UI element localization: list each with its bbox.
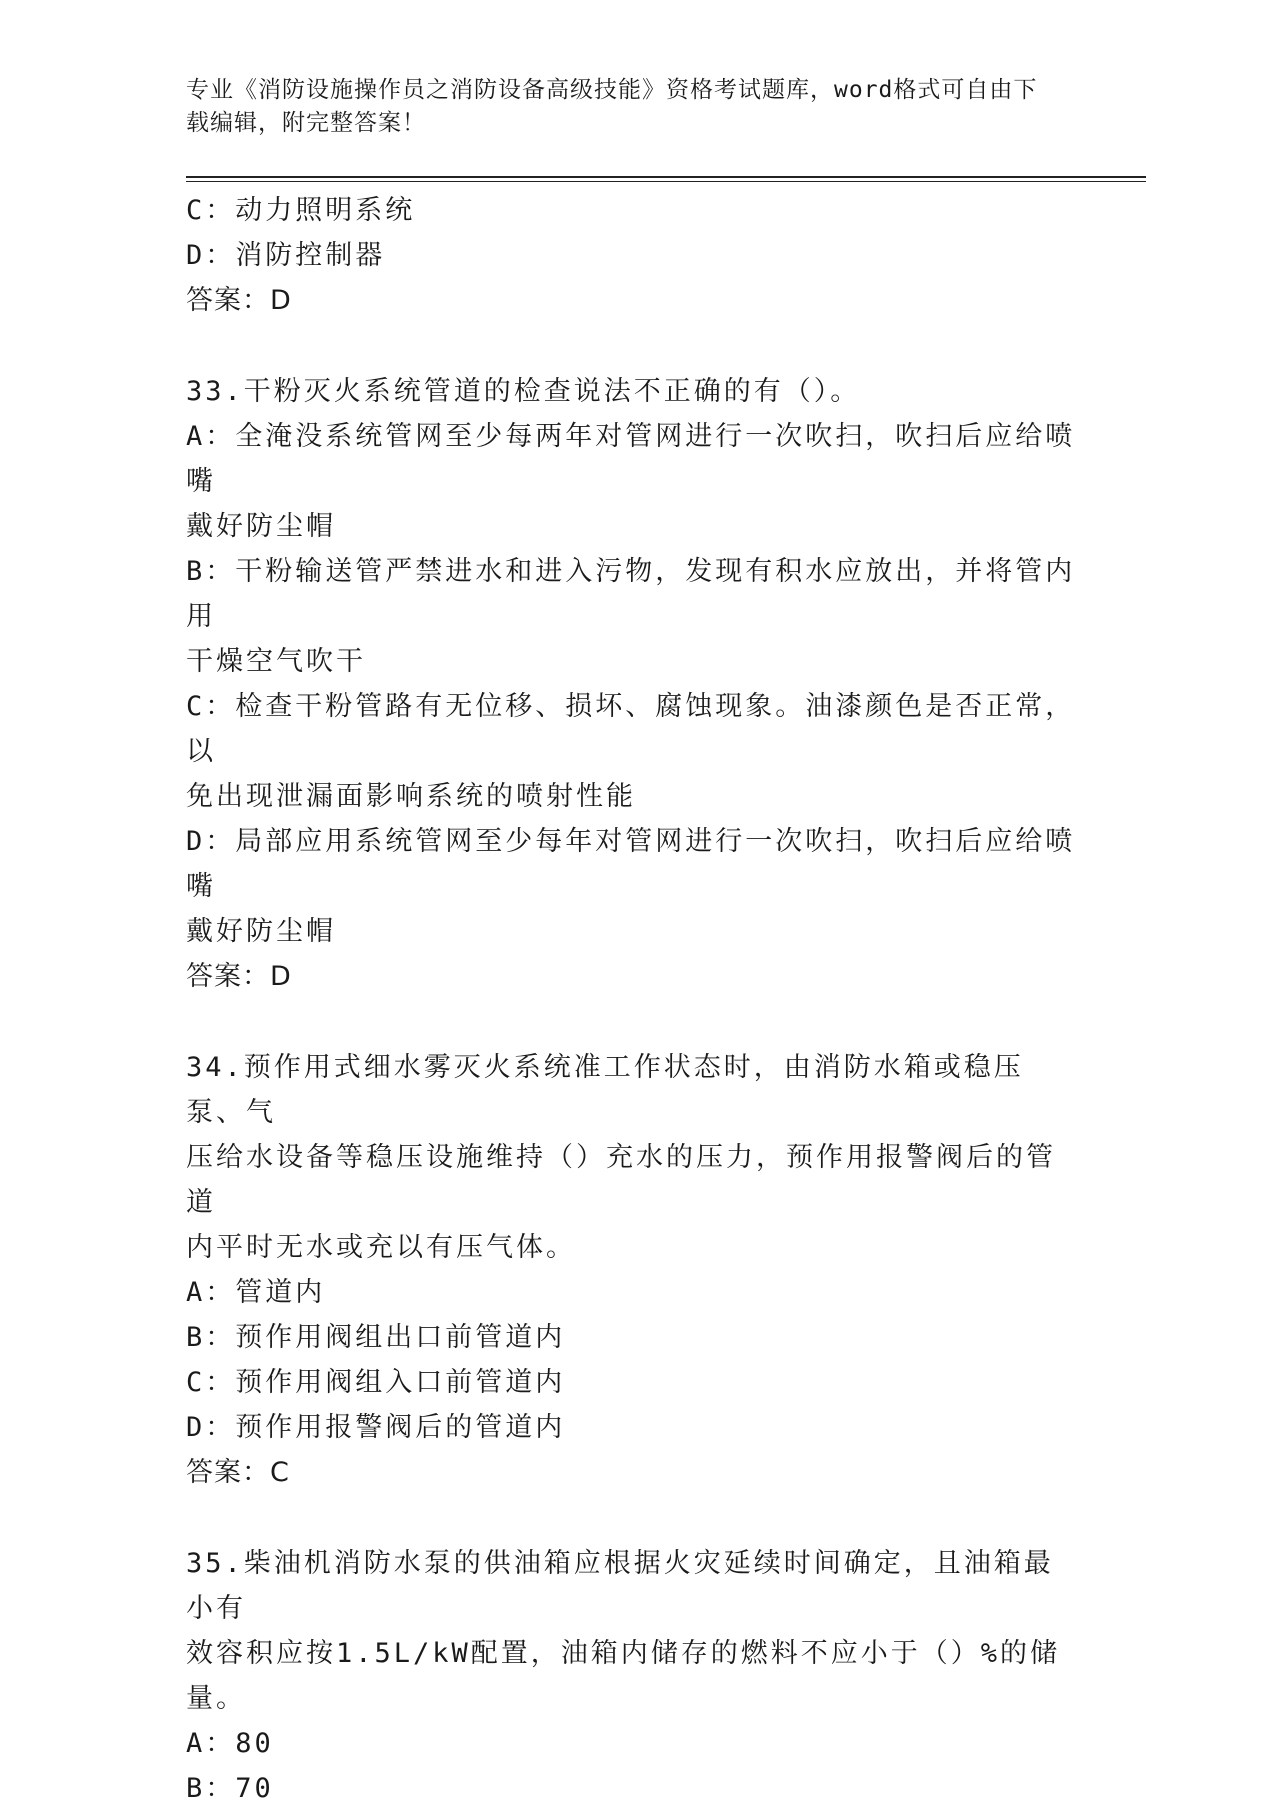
spacer: [186, 323, 1076, 369]
option-d-cont: 戴好防尘帽: [186, 916, 336, 947]
option-d: D：局部应用系统管网至少每年对管网进行一次吹扫，吹扫后应给喷嘴: [186, 826, 1076, 902]
question-35: [186, 1541, 1076, 1811]
question-34: [186, 1045, 1076, 1495]
header-rule-thin: [186, 181, 1146, 182]
option-b: B：预作用阀组出口前管道内: [186, 1322, 566, 1353]
question-stem-cont: 压给水设备等稳压设施维持（）充水的压力，预作用报警阀后的管道: [186, 1142, 1056, 1218]
header-rule-thick: [186, 176, 1146, 178]
option-c: C：预作用阀组入口前管道内: [186, 1367, 566, 1398]
question-content: [186, 188, 1076, 1811]
question-stem-cont: 效容积应按1.5L/kW配置，油箱内储存的燃料不应小于（）%的储量。: [186, 1638, 1061, 1714]
spacer: [186, 1495, 1076, 1541]
question-33: [186, 369, 1076, 999]
page-header: [186, 74, 1066, 140]
option-c: C：检查干粉管路有无位移、损坏、腐蚀现象。油漆颜色是否正常，以: [186, 691, 1076, 767]
question-stem: 35.柴油机消防水泵的供油箱应根据火灾延续时间确定，且油箱最小有: [186, 1548, 1054, 1624]
option-a: A：全淹没系统管网至少每两年对管网进行一次吹扫，吹扫后应给喷嘴: [186, 421, 1076, 497]
option-a: A：管道内: [186, 1277, 326, 1308]
question-stem: 34.预作用式细水雾灭火系统准工作状态时，由消防水箱或稳压泵、气: [186, 1052, 1024, 1128]
option-b: B：干粉输送管严禁进水和进入污物，发现有积水应放出，并将管内用: [186, 556, 1076, 632]
answer-line: 答案：D: [186, 961, 292, 992]
header-line-2: 载编辑，附完整答案！: [186, 110, 426, 136]
option-c: C：动力照明系统: [186, 195, 416, 226]
option-a-cont: 戴好防尘帽: [186, 511, 336, 542]
answer-line: 答案：C: [186, 1457, 290, 1488]
answer-line: 答案：D: [186, 285, 292, 316]
option-d: D：预作用报警阀后的管道内: [186, 1412, 566, 1443]
prev-question: [186, 188, 1076, 323]
option-b: B：70: [186, 1773, 274, 1804]
spacer: [186, 999, 1076, 1045]
question-stem: 33.干粉灭火系统管道的检查说法不正确的有（）。: [186, 376, 861, 407]
header-line-1: 专业《消防设施操作员之消防设备高级技能》资格考试题库，word格式可自由下: [186, 77, 1038, 103]
option-d: D：消防控制器: [186, 240, 386, 271]
option-b-cont: 干燥空气吹干: [186, 646, 366, 677]
option-c-cont: 免出现泄漏面影响系统的喷射性能: [186, 781, 636, 812]
option-a: A：80: [186, 1728, 274, 1759]
question-stem-cont: 内平时无水或充以有压气体。: [186, 1232, 576, 1263]
